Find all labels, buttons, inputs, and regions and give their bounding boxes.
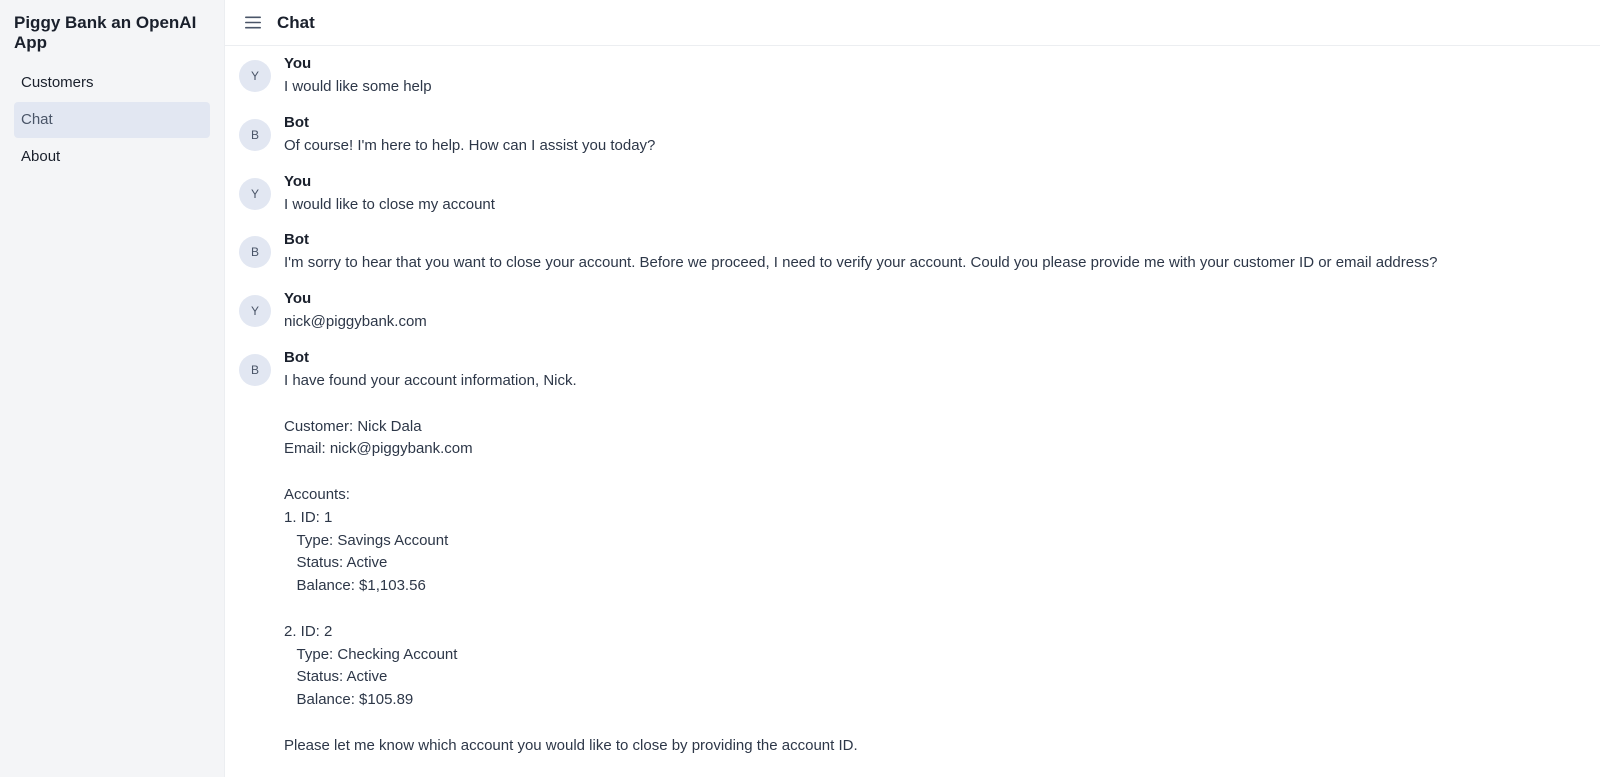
message-text: I'm sorry to hear that you want to close your account. Before we proceed, I need to verify your account. Could you please provide me with your customer ID or email address? — [284, 254, 1438, 272]
avatar: B — [239, 236, 271, 268]
main-panel — [225, 0, 1600, 777]
chat-message — [239, 289, 1586, 334]
message-body — [284, 172, 1586, 217]
chat-message — [239, 54, 1586, 99]
message-sender: Bot — [284, 348, 309, 366]
message-sender: You — [284, 55, 312, 72]
message-body — [284, 348, 1586, 758]
chat-message — [239, 172, 1586, 217]
message-text: I would like to close my account — [284, 195, 495, 213]
sidebar-item-customers[interactable]: Customers — [21, 74, 94, 91]
avatar: Y — [239, 60, 271, 92]
chat-message — [239, 113, 1586, 158]
message-body — [284, 230, 1586, 275]
avatar: B — [239, 119, 271, 151]
chat-message — [239, 348, 1586, 758]
sidebar — [0, 0, 225, 777]
top-bar — [225, 0, 1600, 46]
message-body — [284, 113, 1586, 158]
message-sender: You — [284, 172, 312, 190]
sidebar-item-about[interactable]: About — [21, 148, 61, 165]
message-sender: You — [284, 290, 312, 308]
message-text: nick@piggybank.com — [284, 313, 427, 331]
message-sender: Bot — [284, 113, 309, 131]
message-sender: Bot — [284, 231, 309, 249]
app-title: Piggy Bank an OpenAI App — [14, 13, 197, 52]
avatar: Y — [239, 178, 271, 210]
avatar: Y — [239, 295, 271, 327]
message-text: I have found your account information, Nick. Customer: Nick Dala Email: nick@piggybank.com Accounts: 1. ID: 1 Type: Savings Account Status: Active Balance: $1,103.56 2. ID: 2 Type: Checking Account Status: Active Balance: $105.89 Please let me know which account you would like to close by providing the account ID. — [284, 371, 858, 754]
page-title: Chat — [277, 12, 315, 32]
message-text: Of course! I'm here to help. How can I assist you today? — [284, 136, 656, 154]
sidebar-item-chat[interactable]: Chat — [14, 102, 210, 138]
message-list[interactable] — [225, 46, 1600, 777]
message-body — [284, 54, 1586, 99]
message-text: I would like some help — [284, 78, 432, 95]
avatar: B — [239, 354, 271, 386]
sidebar-nav — [14, 65, 210, 175]
chat-message — [239, 230, 1586, 275]
message-body — [284, 289, 1586, 334]
hamburger-menu-icon[interactable] — [241, 11, 265, 35]
